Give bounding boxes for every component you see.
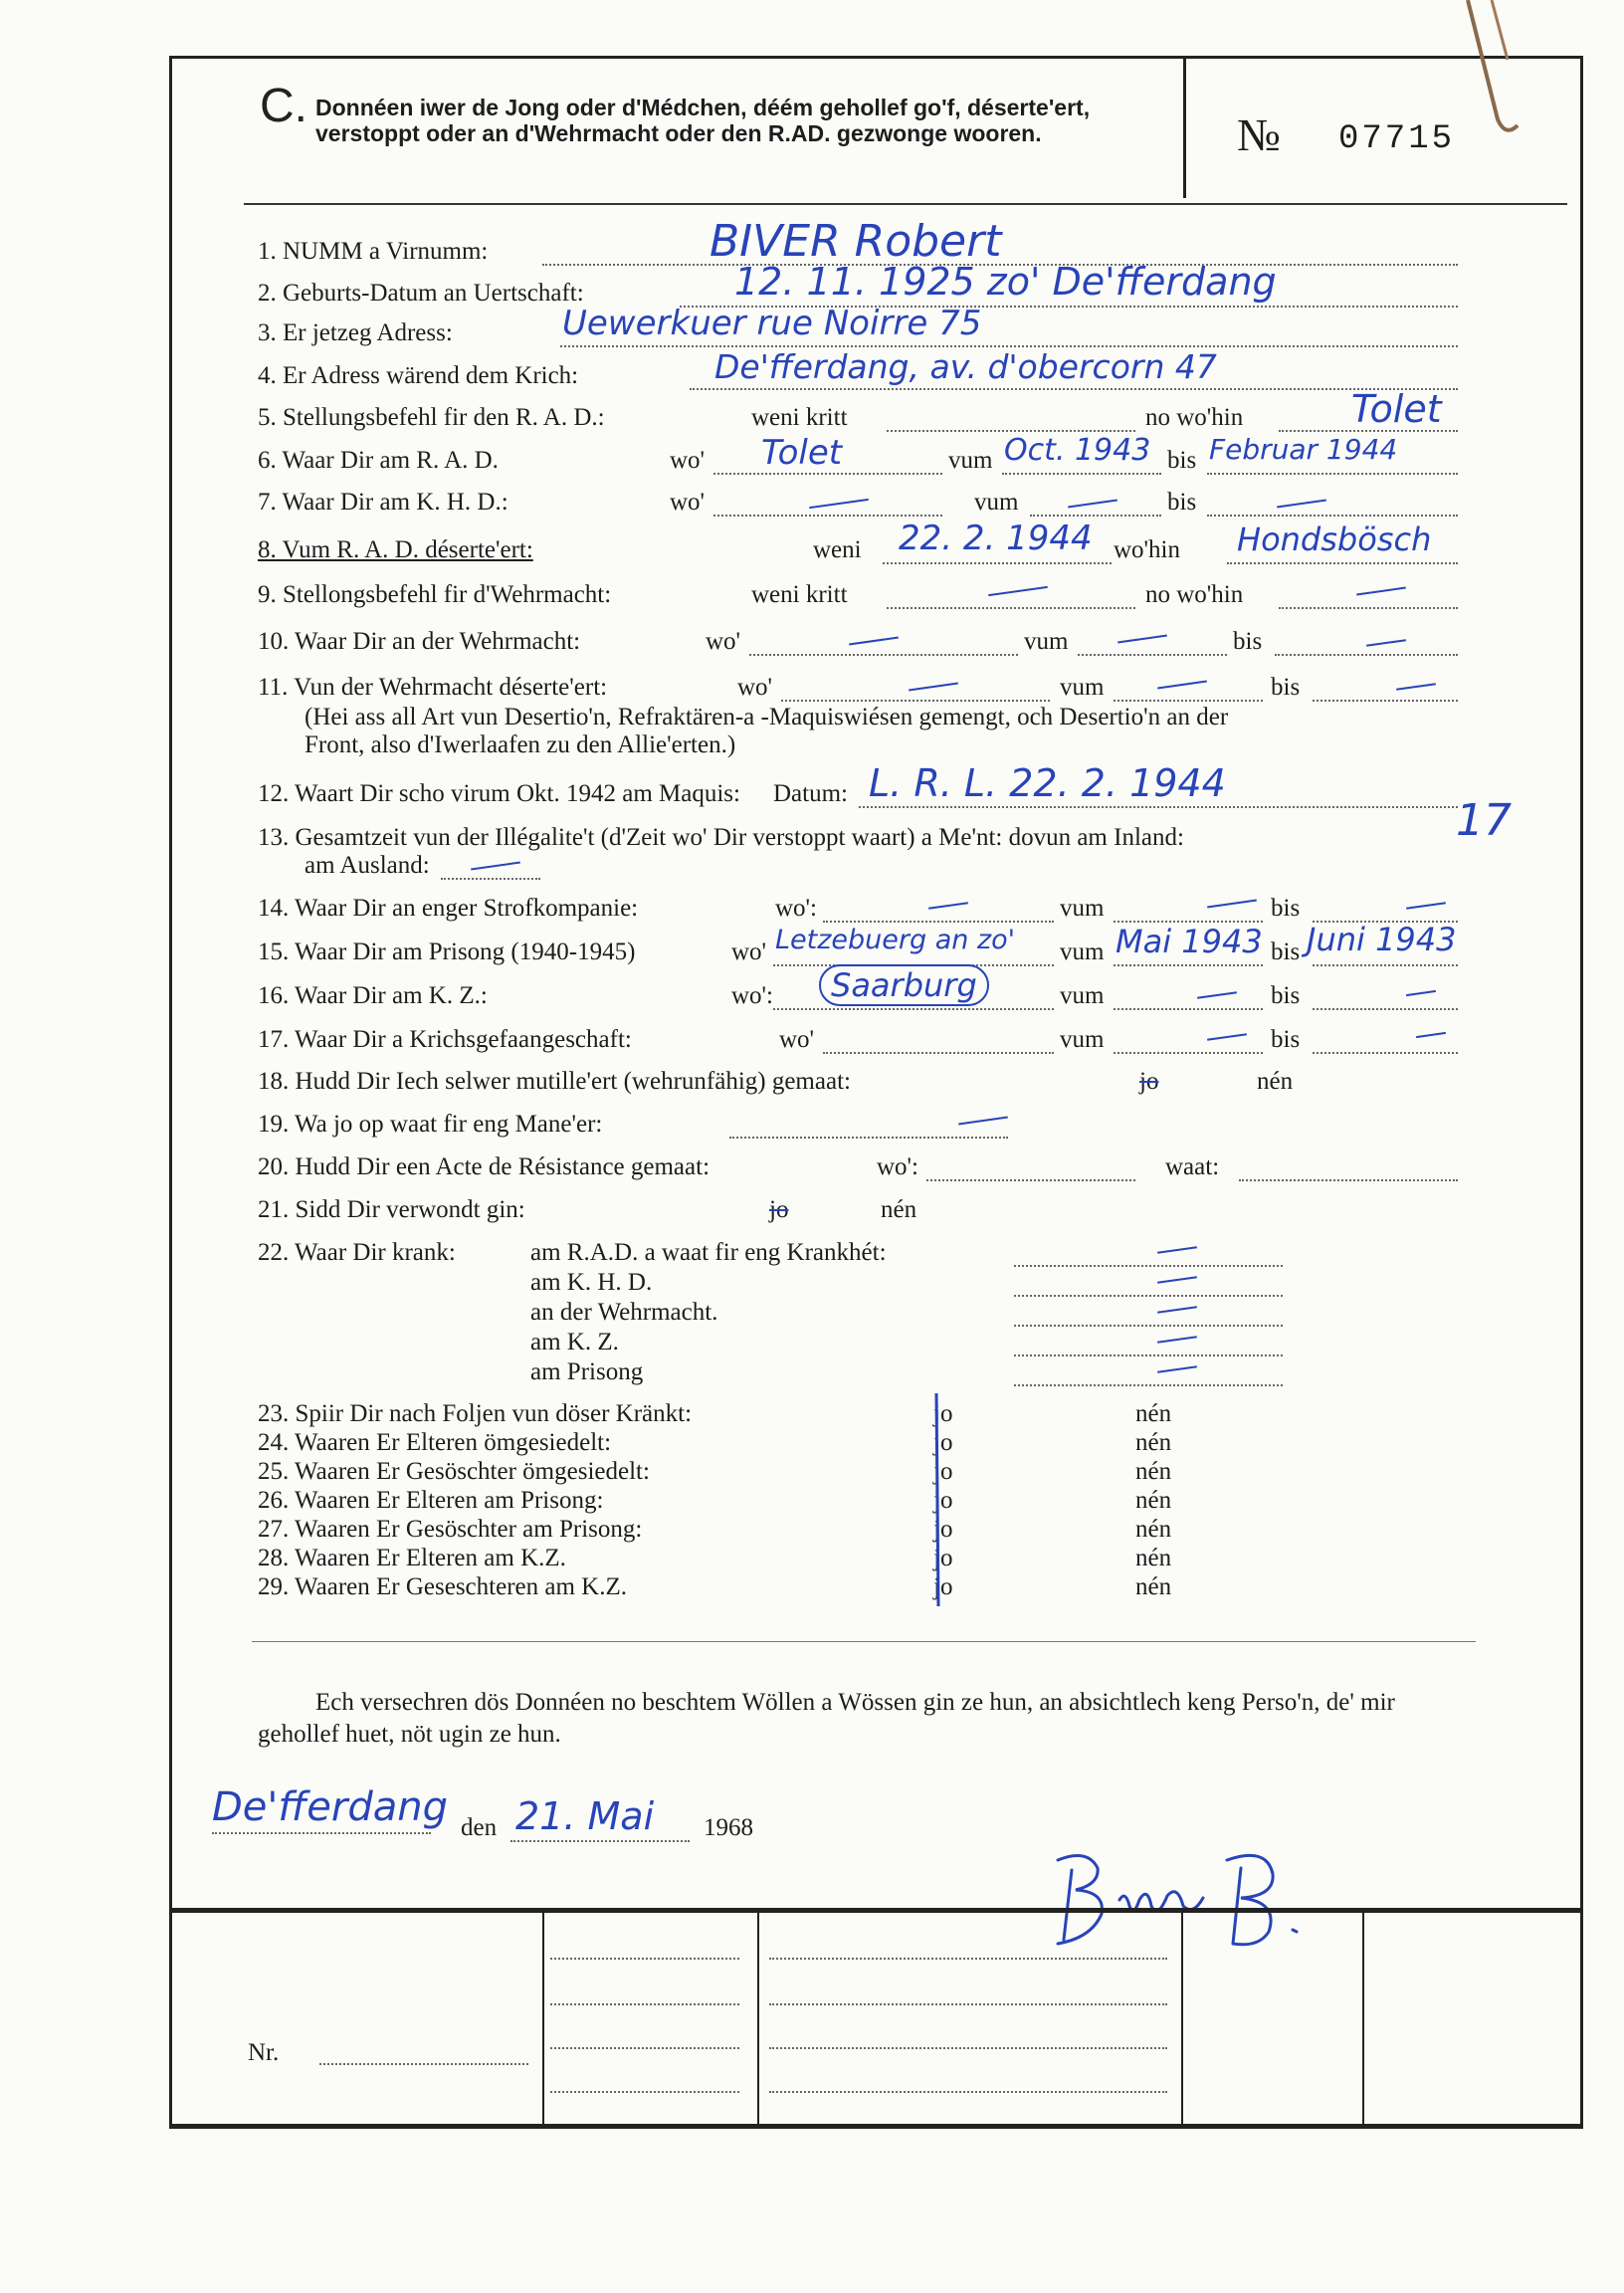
line-9-dots-a bbox=[887, 607, 1135, 609]
line-4-label: 4. Er Adress wärend dem Krich: bbox=[258, 362, 579, 389]
line-17-label: 17. Waar Dir a Krichsgefaangeschaft: bbox=[258, 1026, 632, 1053]
line-9-label: 9. Stellongsbefehl fir d'Wehrmacht: bbox=[258, 581, 612, 608]
line-14-label: 14. Waar Dir an enger Strofkompanie: bbox=[258, 895, 639, 922]
line-2-label: 2. Geburts-Datum an Uertschaft: bbox=[258, 280, 584, 307]
line-21-jo: jo bbox=[769, 1196, 789, 1223]
hw-inland: 17 bbox=[1456, 795, 1512, 846]
line-23-label: 23. Spiir Dir nach Foljen vun döser Kränkt: bbox=[258, 1400, 693, 1427]
footer-divider bbox=[1362, 1908, 1364, 2127]
line-11-dots-c bbox=[1313, 700, 1458, 702]
line-8-dots-a bbox=[883, 562, 1112, 564]
line-11-vum: vum bbox=[1060, 674, 1105, 701]
line-17-wo: wo' bbox=[779, 1026, 815, 1053]
line-4-dots bbox=[690, 388, 1458, 390]
line-16-dots-c bbox=[1313, 1008, 1458, 1010]
line-26-nen: nén bbox=[1135, 1487, 1172, 1514]
line-9-weni-kritt: weni kritt bbox=[751, 581, 848, 608]
line-26-jo: jo bbox=[933, 1487, 953, 1514]
line-21-label: 21. Sidd Dir verwondt gin: bbox=[258, 1196, 525, 1223]
line-15-wo: wo' bbox=[731, 938, 767, 965]
form-bottom-rule bbox=[169, 2124, 1583, 2129]
line-7-dots-a bbox=[713, 515, 942, 517]
footer-nr-label: Nr. bbox=[248, 2039, 280, 2066]
line-20-wo: wo': bbox=[877, 1153, 919, 1180]
line-20-dots-a bbox=[926, 1179, 1135, 1181]
line-27-nen: nén bbox=[1135, 1516, 1172, 1543]
line-16-label: 16. Waar Dir am K. Z.: bbox=[258, 982, 488, 1009]
line-6-wo: wo' bbox=[670, 447, 706, 474]
line-15-dots-c bbox=[1313, 964, 1458, 966]
line-10-dots-b bbox=[1078, 654, 1227, 656]
line-7-dots-c bbox=[1207, 515, 1458, 517]
footer-dots bbox=[550, 2091, 739, 2093]
line-19-label: 19. Wa jo op waat fir eng Mane'er: bbox=[258, 1111, 603, 1138]
line-11-note-1: (Hei ass all Art vun Desertio'n, Refraktären-a -Maquiswiésen gemengt, och Desertio'n an der bbox=[304, 704, 1229, 730]
hw-kz-wo: Saarburg bbox=[819, 964, 989, 1006]
line-16-vum: vum bbox=[1060, 982, 1105, 1009]
dash-mark bbox=[1396, 683, 1436, 691]
line-10-label: 10. Waar Dir an der Wehrmacht: bbox=[258, 628, 581, 655]
line-22-dots-c bbox=[1014, 1325, 1283, 1327]
dash-mark bbox=[1366, 639, 1406, 647]
dash-mark bbox=[1197, 991, 1237, 999]
line-16-bis: bis bbox=[1271, 982, 1301, 1009]
line-3-label: 3. Er jetzeg Adress: bbox=[258, 319, 453, 346]
line-9-no-wohin: no wo'hin bbox=[1145, 581, 1244, 608]
footer-dots bbox=[769, 1958, 1167, 1960]
line-24-nen: nén bbox=[1135, 1429, 1172, 1456]
line-8-dots-b bbox=[1227, 562, 1458, 564]
line-15-bis: bis bbox=[1271, 938, 1301, 965]
line-18-nen: nén bbox=[1257, 1068, 1294, 1095]
line-11-note-2: Front, also d'Iwerlaafen zu den Allie'erten.) bbox=[304, 731, 736, 758]
footer-dots bbox=[550, 1958, 739, 1960]
line-7-bis: bis bbox=[1167, 489, 1197, 516]
line-27-label: 27. Waaren Er Gesöschter am Prisong: bbox=[258, 1516, 643, 1543]
dash-mark bbox=[1356, 587, 1406, 596]
line-6-dots-b bbox=[1002, 473, 1161, 475]
line-23-nen: nén bbox=[1135, 1400, 1172, 1427]
dash-mark bbox=[1117, 635, 1167, 644]
section-letter: C. bbox=[260, 80, 307, 132]
line-9-dots-b bbox=[1279, 607, 1458, 609]
line-5-no-wohin: no wo'hin bbox=[1145, 404, 1244, 431]
line-11-dots-a bbox=[781, 700, 1050, 702]
line-11-label: 11. Vun der Wehrmacht déserte'ert: bbox=[258, 674, 608, 701]
line-12-dots bbox=[859, 806, 1458, 808]
declaration-text: Ech versechren dös Donnéen no beschtem Wöllen a Wössen gin ze hun, an absichtlech keng Perso'n, de' mir gehollef huet, nöt ugin ze hun. bbox=[258, 1689, 1395, 1748]
line-28-label: 28. Waaren Er Elteren am K.Z. bbox=[258, 1545, 566, 1571]
line-5-label: 5. Stellungsbefehl fir den R. A. D.: bbox=[258, 404, 605, 431]
dash-mark bbox=[1207, 900, 1257, 909]
line-29-jo: jo bbox=[933, 1573, 953, 1600]
line-10-wo: wo' bbox=[706, 628, 741, 655]
vertical-strike-mark bbox=[926, 1387, 956, 1616]
staple-mark bbox=[1458, 0, 1537, 139]
line-25-jo: jo bbox=[933, 1458, 953, 1485]
hw-prison-vum: Mai 1943 bbox=[1116, 923, 1263, 960]
line-7-dots-b bbox=[1030, 515, 1161, 517]
date-dots bbox=[510, 1840, 690, 1842]
footer-divider bbox=[757, 1908, 759, 2127]
line-22-dots-a bbox=[1014, 1265, 1283, 1267]
line-10-vum: vum bbox=[1024, 628, 1069, 655]
form-header: Donnéen iwer de Jong oder d'Médchen, déém gehollef go'f, déserte'ert, verstoppt oder an d'Wehrmacht oder den R.AD. gezwonge wooren. bbox=[315, 95, 1091, 146]
dash-mark bbox=[1406, 990, 1436, 996]
line-8-label: 8. Vum R. A. D. déserte'ert: bbox=[258, 536, 533, 563]
line-15-label: 15. Waar Dir am Prisong (1940-1945) bbox=[258, 938, 636, 965]
line-21-nen: nén bbox=[881, 1196, 917, 1223]
line-29-nen: nén bbox=[1135, 1573, 1172, 1600]
dash-mark bbox=[1416, 1032, 1446, 1038]
line-22-dots-e bbox=[1014, 1384, 1283, 1386]
line-12-datum: Datum: bbox=[773, 780, 848, 807]
dash-mark bbox=[1406, 902, 1446, 910]
dash-mark bbox=[928, 902, 968, 910]
line-17-dots-a bbox=[823, 1052, 1054, 1054]
line-12-label: 12. Waart Dir scho virum Okt. 1942 am Maquis: bbox=[258, 780, 740, 807]
line-14-dots-a bbox=[823, 921, 1054, 923]
line-22-khd: am K. H. D. bbox=[530, 1269, 653, 1296]
footer-top-rule bbox=[172, 1908, 1580, 1913]
line-22-rad: am R.A.D. a waat fir eng Krankhét: bbox=[530, 1239, 887, 1266]
line-24-label: 24. Waaren Er Elteren ömgesiedelt: bbox=[258, 1429, 612, 1456]
line-22-wehrmacht: an der Wehrmacht. bbox=[530, 1299, 718, 1326]
line-19-dots bbox=[729, 1137, 1008, 1139]
line-25-label: 25. Waaren Er Gesöschter ömgesiedelt: bbox=[258, 1458, 650, 1485]
dash-mark bbox=[471, 862, 520, 871]
dash-mark bbox=[1207, 1033, 1247, 1041]
line-5-dots-a bbox=[887, 430, 1135, 432]
line-17-dots-b bbox=[1114, 1052, 1263, 1054]
hw-birth: 12. 11. 1925 zo' De'fferdang bbox=[734, 260, 1277, 304]
line-20-dots-b bbox=[1239, 1179, 1458, 1181]
hw-war-address: De'fferdang, av. d'obercorn 47 bbox=[714, 347, 1217, 386]
line-15-vum: vum bbox=[1060, 938, 1105, 965]
line-20-label: 20. Hudd Dir een Acte de Résistance gemaat: bbox=[258, 1153, 710, 1180]
line-14-vum: vum bbox=[1060, 895, 1105, 922]
line-13-label: 13. Gesamtzeit vun der Illégalite't (d'Zeit wo' Dir verstoppt waart) a Me'nt: dovun am Inland: bbox=[258, 824, 1184, 851]
line-11-bis: bis bbox=[1271, 674, 1301, 701]
line-6-dots-a bbox=[713, 473, 942, 475]
header-divider bbox=[1183, 59, 1186, 198]
dash-mark bbox=[849, 637, 899, 646]
line-16-dots-b bbox=[1114, 1008, 1263, 1010]
footer-divider bbox=[542, 1908, 544, 2127]
footer-dots bbox=[769, 2003, 1167, 2005]
line-6-vum: vum bbox=[948, 447, 993, 474]
dash-mark bbox=[809, 499, 869, 509]
line-10-bis: bis bbox=[1233, 628, 1263, 655]
hw-desert-weni: 22. 2. 1944 bbox=[899, 519, 1093, 558]
form-frame bbox=[169, 56, 1583, 2127]
hw-desert-wohin: Hondsbösch bbox=[1237, 521, 1432, 558]
footer-dots bbox=[550, 2003, 739, 2005]
header-rule bbox=[244, 203, 1567, 205]
line-24-jo: jo bbox=[933, 1429, 953, 1456]
line-5-weni-kritt: weni kritt bbox=[751, 404, 848, 431]
line-6-dots-c bbox=[1207, 473, 1458, 475]
footer-box bbox=[172, 1908, 1580, 2127]
dash-mark bbox=[1157, 1336, 1197, 1344]
hw-rad-wo: Tolet bbox=[761, 433, 843, 473]
line-7-wo: wo' bbox=[670, 489, 706, 516]
dash-mark bbox=[1157, 1365, 1197, 1373]
hw-prison-wo: Letzebuerg an zo' bbox=[775, 925, 1016, 955]
footer-dots bbox=[769, 2047, 1167, 2049]
hw-maquis-datum: L. R. L. 22. 2. 1944 bbox=[869, 761, 1226, 805]
hw-name: BIVER Robert bbox=[710, 216, 1002, 267]
dash-mark bbox=[909, 683, 958, 692]
year-label: 1968 bbox=[704, 1814, 753, 1841]
line-8-wohin: wo'hin bbox=[1114, 536, 1181, 563]
hw-rad-bis: Februar 1944 bbox=[1209, 433, 1398, 466]
hw-rad-vum: Oct. 1943 bbox=[1004, 433, 1151, 468]
line-22-label: 22. Waar Dir krank: bbox=[258, 1239, 456, 1266]
den-label: den bbox=[461, 1814, 498, 1841]
dash-mark bbox=[1157, 1306, 1197, 1314]
hw-prison-bis: Juni 1943 bbox=[1307, 921, 1457, 958]
line-6-bis: bis bbox=[1167, 447, 1197, 474]
hw-date: 21. Mai bbox=[515, 1794, 655, 1838]
footer-dots bbox=[769, 2091, 1167, 2093]
line-20-waat: waat: bbox=[1165, 1153, 1220, 1180]
dash-mark bbox=[1157, 1246, 1197, 1254]
line-13-dots bbox=[441, 878, 540, 880]
hw-place: De'fferdang bbox=[212, 1784, 448, 1830]
line-18-jo: jo bbox=[1139, 1068, 1159, 1095]
dash-mark bbox=[1157, 681, 1207, 690]
line-28-jo: jo bbox=[933, 1545, 953, 1571]
line-10-dots-a bbox=[749, 654, 1018, 656]
footer-dots bbox=[550, 2047, 739, 2049]
line-22-dots-d bbox=[1014, 1355, 1283, 1356]
line-13-ausland: am Ausland: bbox=[304, 852, 430, 879]
line-16-dots-a bbox=[773, 1008, 1054, 1010]
line-27-jo: jo bbox=[933, 1516, 953, 1543]
hw-address: Uewerkuer rue Noirre 75 bbox=[562, 304, 982, 343]
line-25-nen: nén bbox=[1135, 1458, 1172, 1485]
line-7-label: 7. Waar Dir am K. H. D.: bbox=[258, 489, 508, 516]
line-26-label: 26. Waaren Er Elteren am Prisong: bbox=[258, 1487, 604, 1514]
line-22-kz: am K. Z. bbox=[530, 1329, 619, 1355]
dash-mark bbox=[958, 1117, 1008, 1126]
line-14-wo: wo': bbox=[775, 895, 818, 922]
dash-mark bbox=[1068, 500, 1117, 509]
dash-mark bbox=[1277, 500, 1326, 509]
line-17-vum: vum bbox=[1060, 1026, 1105, 1053]
line-1-label: 1. NUMM a Virnumm: bbox=[258, 238, 489, 265]
number-label: № bbox=[1237, 109, 1281, 160]
line-17-bis: bis bbox=[1271, 1026, 1301, 1053]
hw-rad-where: Tolet bbox=[1351, 387, 1442, 431]
dash-mark bbox=[1157, 1276, 1197, 1284]
place-dots bbox=[212, 1832, 431, 1834]
form-number: 07715 bbox=[1338, 120, 1456, 158]
line-11-wo: wo' bbox=[737, 674, 773, 701]
footer-divider bbox=[1181, 1908, 1183, 2127]
line-22-prisong: am Prisong bbox=[530, 1358, 644, 1385]
section-rule bbox=[252, 1641, 1476, 1642]
line-23-jo: jo bbox=[933, 1400, 953, 1427]
line-18-label: 18. Hudd Dir Iech selwer mutille'ert (wehrunfähig) gemaat: bbox=[258, 1068, 851, 1095]
line-29-label: 29. Waaren Er Geseschteren am K.Z. bbox=[258, 1573, 627, 1600]
line-16-wo: wo': bbox=[731, 982, 774, 1009]
footer-nr-dots bbox=[319, 2063, 528, 2065]
line-11-dots-b bbox=[1114, 700, 1263, 702]
dash-mark bbox=[988, 586, 1048, 596]
line-22-dots-b bbox=[1014, 1295, 1283, 1297]
line-28-nen: nén bbox=[1135, 1545, 1172, 1571]
line-10-dots-c bbox=[1275, 654, 1458, 656]
line-15-dots-b bbox=[1114, 964, 1263, 966]
line-6-label: 6. Waar Dir am R. A. D. bbox=[258, 447, 499, 474]
line-17-dots-c bbox=[1313, 1052, 1458, 1054]
line-14-bis: bis bbox=[1271, 895, 1301, 922]
line-8-weni: weni bbox=[813, 536, 862, 563]
line-7-vum: vum bbox=[974, 489, 1019, 516]
